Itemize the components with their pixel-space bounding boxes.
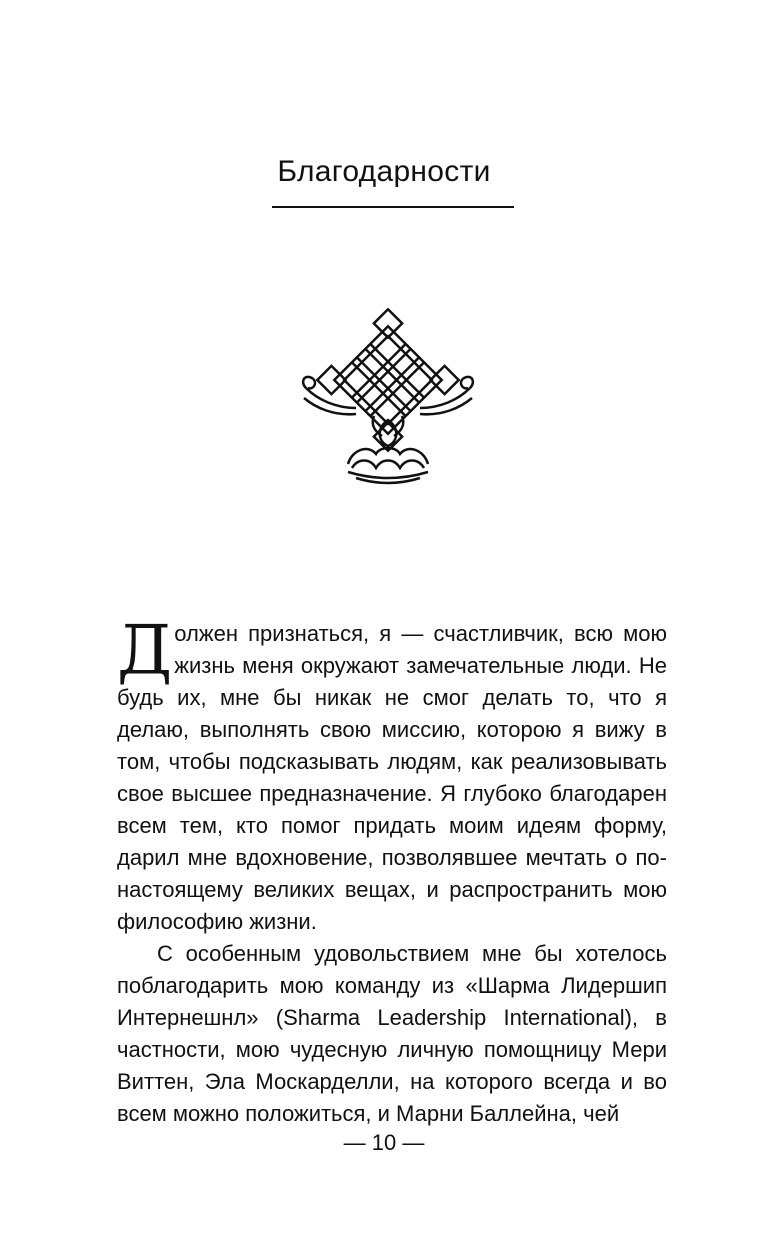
drop-cap: Д xyxy=(117,612,173,691)
body-text xyxy=(117,612,667,1130)
title-underline xyxy=(272,206,514,208)
paragraph-1 xyxy=(117,612,667,938)
page-number: — 10 — xyxy=(343,1130,425,1155)
paragraph-1-text: олжен признаться, я — счастливчик, всю мою жизнь меня окружают замечательные люди. Не будь их, мне бы никак не смог делать то, что я делаю, выполнять свою миссию, которою я вижу в том, чтобы подсказывать людям, как реализовывать свое высшее предназначение. Я глубоко благодарен всем тем, кто помог придать моим идеям форму, дарил мне вдохновение, позволявшее мечтать о по-настоящему великих вещах, и распространить мою философию жизни. xyxy=(117,621,667,934)
paragraph-2: С особенным удовольствием мне бы хотелось поблагодарить мою команду из «Шарма Лидершип Интернешнл» (Sharma Leadership International), в частности, мою чудесную личную помощницу Мери Виттен, Эла Москарделли, на которого всегда и во всем можно положиться, и Марни Баллейна, чей xyxy=(117,941,667,1126)
endless-knot-lotus-icon xyxy=(296,308,480,488)
page-title: Благодарности xyxy=(277,155,491,188)
